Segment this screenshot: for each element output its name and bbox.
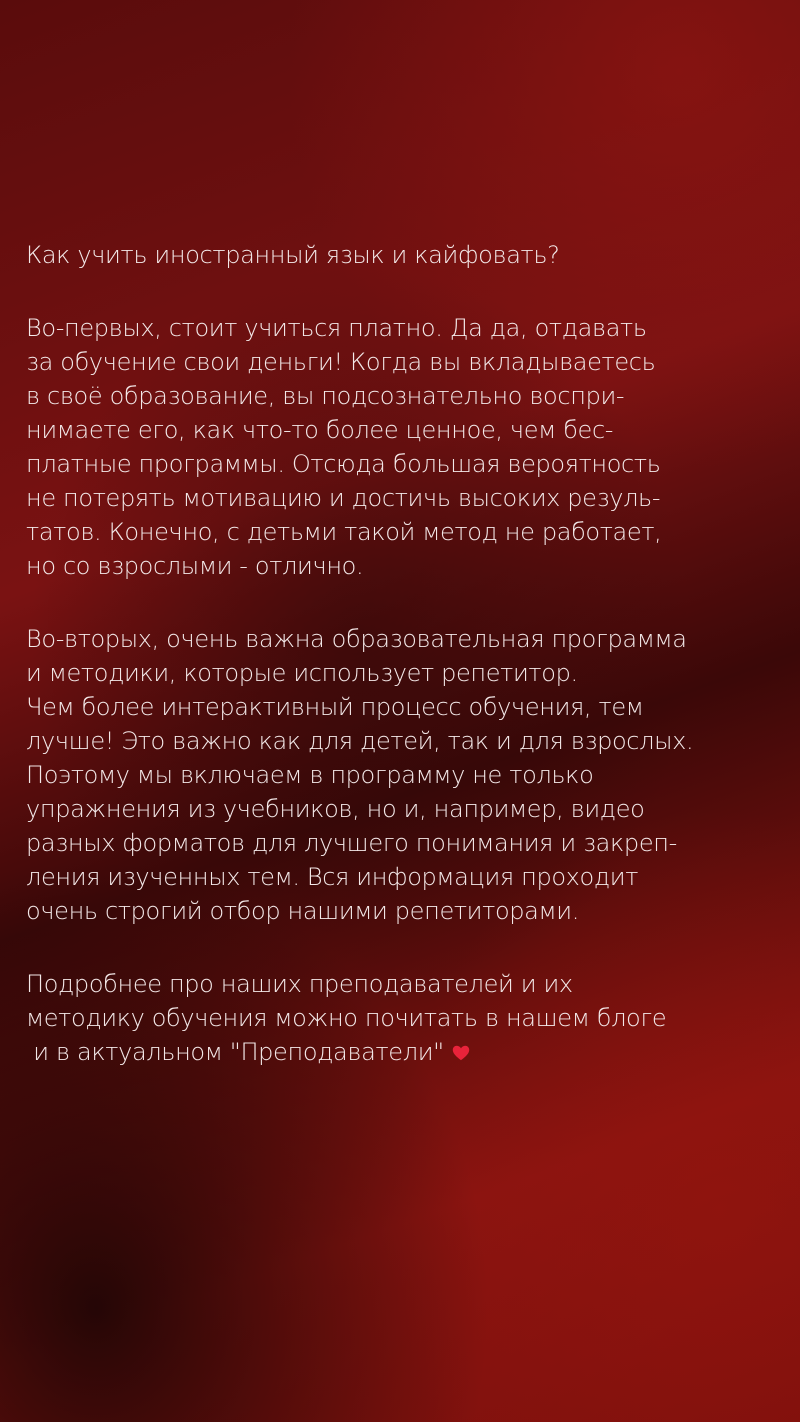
text-line-last [26,1035,786,1069]
text-line: методику обучения можно почитать в нашем блоге [26,1004,667,1032]
text-line: Во-первых, стоит учиться платно. Да да, отдавать [26,314,647,342]
text-line: упражнения из учебников, но и, например, видео [26,795,645,823]
story-text-block [26,238,786,1108]
paragraph-program [26,622,786,928]
text-line: ления изученных тем. Вся информация проходит [26,863,639,891]
text-line: в своё образование, вы подсознательно воспри- [26,382,625,410]
text-line: Подробнее про наших преподавателей и их [26,970,573,998]
text-line: лучше! Это важно как для детей, так и для взрослых. [26,727,694,755]
text-line: татов. Конечно, с детьми такой метод не работает, [26,518,662,546]
paragraph-teachers [26,967,786,1069]
text-line: Чем более интерактивный процесс обучения, тем [26,693,644,721]
paragraph-paid-learning [26,311,786,583]
text-line: и методики, которые использует репетитор. [26,659,578,687]
text-line: разных форматов для лучшего понимания и закреп- [26,829,677,857]
text-line: платные программы. Отсюда большая вероятность [26,450,661,478]
text-line-content: и в актуальном "Преподаватели" [26,1038,444,1066]
text-line: нимаете его, как что-то более ценное, чем бес- [26,416,614,444]
story-heading: Как учить иностранный язык и кайфовать? [26,241,560,269]
text-line: но со взрослыми - отлично. [26,552,364,580]
text-line: очень строгий отбор нашими репетиторами. [26,897,580,925]
heading-paragraph [26,238,786,272]
text-line: Во-вторых, очень важна образовательная программа [26,625,687,653]
text-line: не потерять мотивацию и достичь высоких резуль- [26,484,661,512]
text-line: за обучение свои деньги! Когда вы вкладываетесь [26,348,656,376]
heart-icon [452,1045,470,1061]
text-line: Поэтому мы включаем в программу не только [26,761,594,789]
